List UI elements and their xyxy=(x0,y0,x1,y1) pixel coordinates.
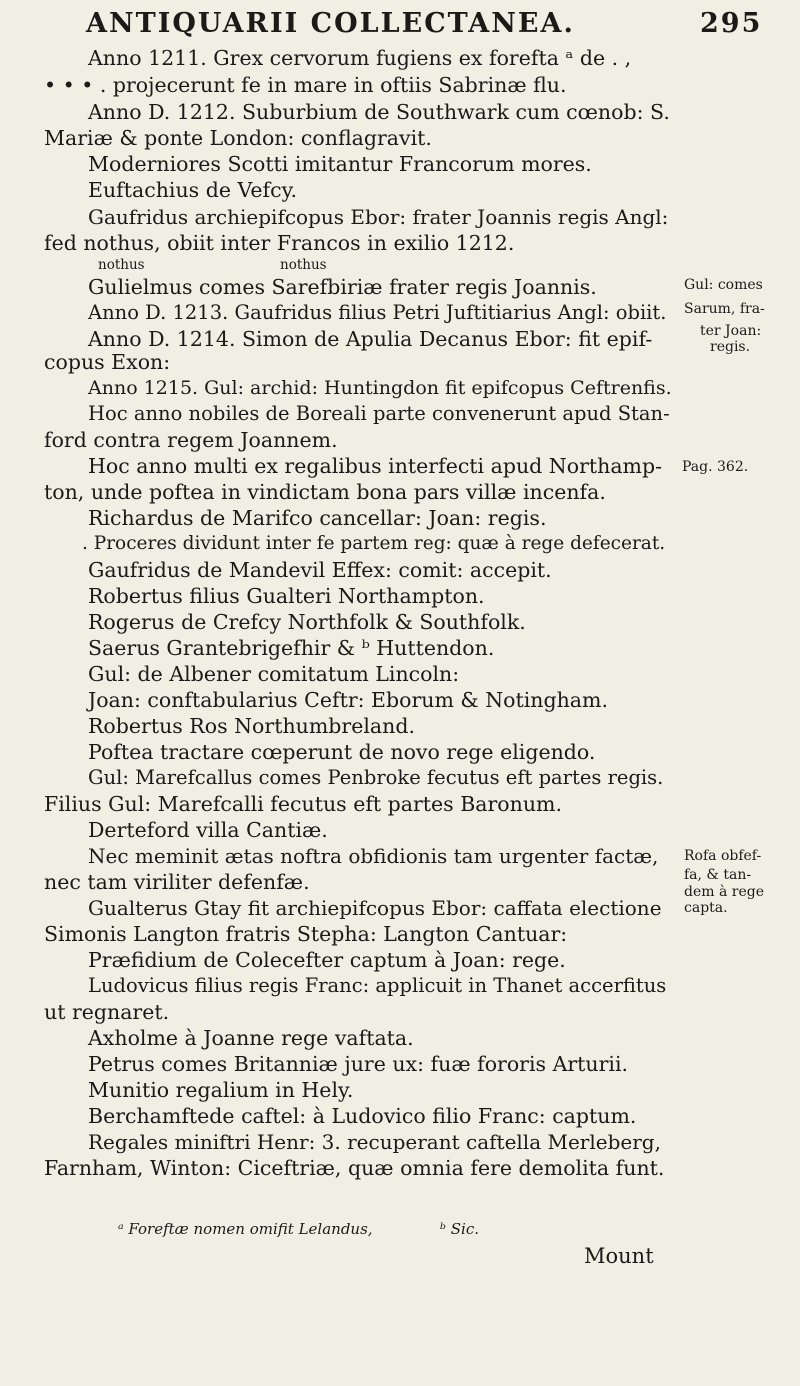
text-line: Farnham, Winton: Ciceftriæ, quæ omnia fere demolita funt. xyxy=(44,1156,665,1180)
text-line: Hoc anno nobiles de Boreali parte convenerunt apud Stan- xyxy=(88,402,670,425)
text-line: Joan: conftabularius Ceftr: Eborum & Notingham. xyxy=(88,688,608,712)
text-line: ford contra regem Joannem. xyxy=(44,428,338,452)
text-line: Simonis Langton fratris Stepha: Langton Cantuar: xyxy=(44,922,568,946)
margin-note: Sarum, fra- xyxy=(684,301,765,317)
text-line: Gulielmus comes Sarefbiriæ frater regis Joannis. xyxy=(88,275,597,299)
catchword: Mount xyxy=(584,1244,654,1268)
text-line: Gaufridus archiepifcopus Ebor: frater Joannis regis Angl: xyxy=(88,205,669,229)
interlinear-gloss: nothus xyxy=(98,257,145,273)
margin-note: regis. xyxy=(710,339,751,355)
text-line: Berchamftede caftel: à Ludovico filio Franc: captum. xyxy=(88,1104,637,1128)
text-line: • • • . projecerunt fe in mare in oftiis Sabrinæ flu. xyxy=(44,73,567,97)
margin-note: Rofa obfef- xyxy=(684,848,762,864)
text-line: Euftachius de Vefcy. xyxy=(88,178,297,202)
text-line: Gualterus Gtay fit archiepifcopus Ebor: caffata electione xyxy=(88,896,662,920)
text-line: Petrus comes Britanniæ jure ux: fuæ fororis Arturii. xyxy=(88,1052,629,1076)
text-line: ut regnaret. xyxy=(44,1000,170,1024)
text-line: Anno 1215. Gul: archid: Huntingdon fit epifcopus Ceftrenfis. xyxy=(88,377,672,399)
text-line: Mariæ & ponte London: conflagravit. xyxy=(44,126,432,150)
text-line: Gul: Marefcallus comes Penbroke fecutus eft partes regis. xyxy=(88,766,664,789)
text-line: Præfidium de Colecefter captum à Joan: rege. xyxy=(88,948,566,972)
page-number: 295 xyxy=(700,8,763,39)
margin-note: dem à rege xyxy=(684,884,764,900)
text-line: fed nothus, obiit inter Francos in exilio 1212. xyxy=(44,231,515,255)
text-line: Anno D. 1213. Gaufridus filius Petri Juftitiarius Angl: obiit. xyxy=(88,301,667,324)
text-line: Robertus Ros Northumbreland. xyxy=(88,714,415,738)
text-line: Derteford villa Cantiæ. xyxy=(88,818,328,842)
text-line: Saerus Grantebrigefhir & ᵇ Huttendon. xyxy=(88,636,495,660)
margin-note: Gul: comes xyxy=(684,277,763,293)
text-line: Gul: de Albener comitatum Lincoln: xyxy=(88,662,460,686)
text-line: Anno 1211. Grex cervorum fugiens ex forefta ᵃ de . , xyxy=(88,46,632,70)
interlinear-gloss: nothus xyxy=(280,257,327,273)
text-line: nec tam viriliter defenfæ. xyxy=(44,870,310,894)
text-line: Poftea tractare cœperunt de novo rege eligendo. xyxy=(88,740,596,764)
text-line: Richardus de Marifco cancellar: Joan: regis. xyxy=(88,506,547,530)
text-line: . Proceres dividunt inter fe partem reg: quæ à rege defecerat. xyxy=(82,533,666,554)
text-line: Munitio regalium in Hely. xyxy=(88,1078,354,1102)
text-line: Gaufridus de Mandevil Effex: comit: accepit. xyxy=(88,558,552,582)
text-line: Filius Gul: Marefcalli fecutus eft partes Baronum. xyxy=(44,792,563,816)
margin-note: capta. xyxy=(684,900,728,916)
running-header xyxy=(86,8,780,39)
text-line: Anno D. 1214. Simon de Apulia Decanus Ebor: fit epif- xyxy=(88,327,653,351)
footnote: ᵇ Sic. xyxy=(440,1220,480,1238)
text-line: Robertus filius Gualteri Northampton. xyxy=(88,584,485,608)
text-line: Anno D. 1212. Suburbium de Southwark cum cœnob: S. xyxy=(88,100,670,124)
margin-note: Pag. 362. xyxy=(682,459,749,475)
text-line: Rogerus de Crefcy Northfolk & Southfolk. xyxy=(88,610,526,634)
text-line: Nec meminit ætas noftra obfidionis tam urgenter factæ, xyxy=(88,844,659,868)
footnote: ᵃ Foreftæ nomen omifit Lelandus, xyxy=(118,1220,373,1238)
text-line: copus Exon: xyxy=(44,350,171,374)
text-line: Hoc anno multi ex regalibus interfecti apud Northamp- xyxy=(88,454,663,478)
header-title: ANTIQUARII COLLECTANEA. xyxy=(86,8,575,39)
margin-note: ter Joan: xyxy=(700,323,762,339)
text-line: Axholme à Joanne rege vaftata. xyxy=(88,1026,414,1050)
text-line: Moderniores Scotti imitantur Francorum mores. xyxy=(88,152,592,176)
text-line: Ludovicus filius regis Franc: applicuit in Thanet accerfitus xyxy=(88,974,667,997)
text-line: ton, unde poftea in vindictam bona pars villæ incenfa. xyxy=(44,480,606,504)
text-line: Regales miniftri Henr: 3. recuperant caftella Merleberg, xyxy=(88,1130,661,1154)
margin-note: fa, & tan- xyxy=(684,867,752,883)
